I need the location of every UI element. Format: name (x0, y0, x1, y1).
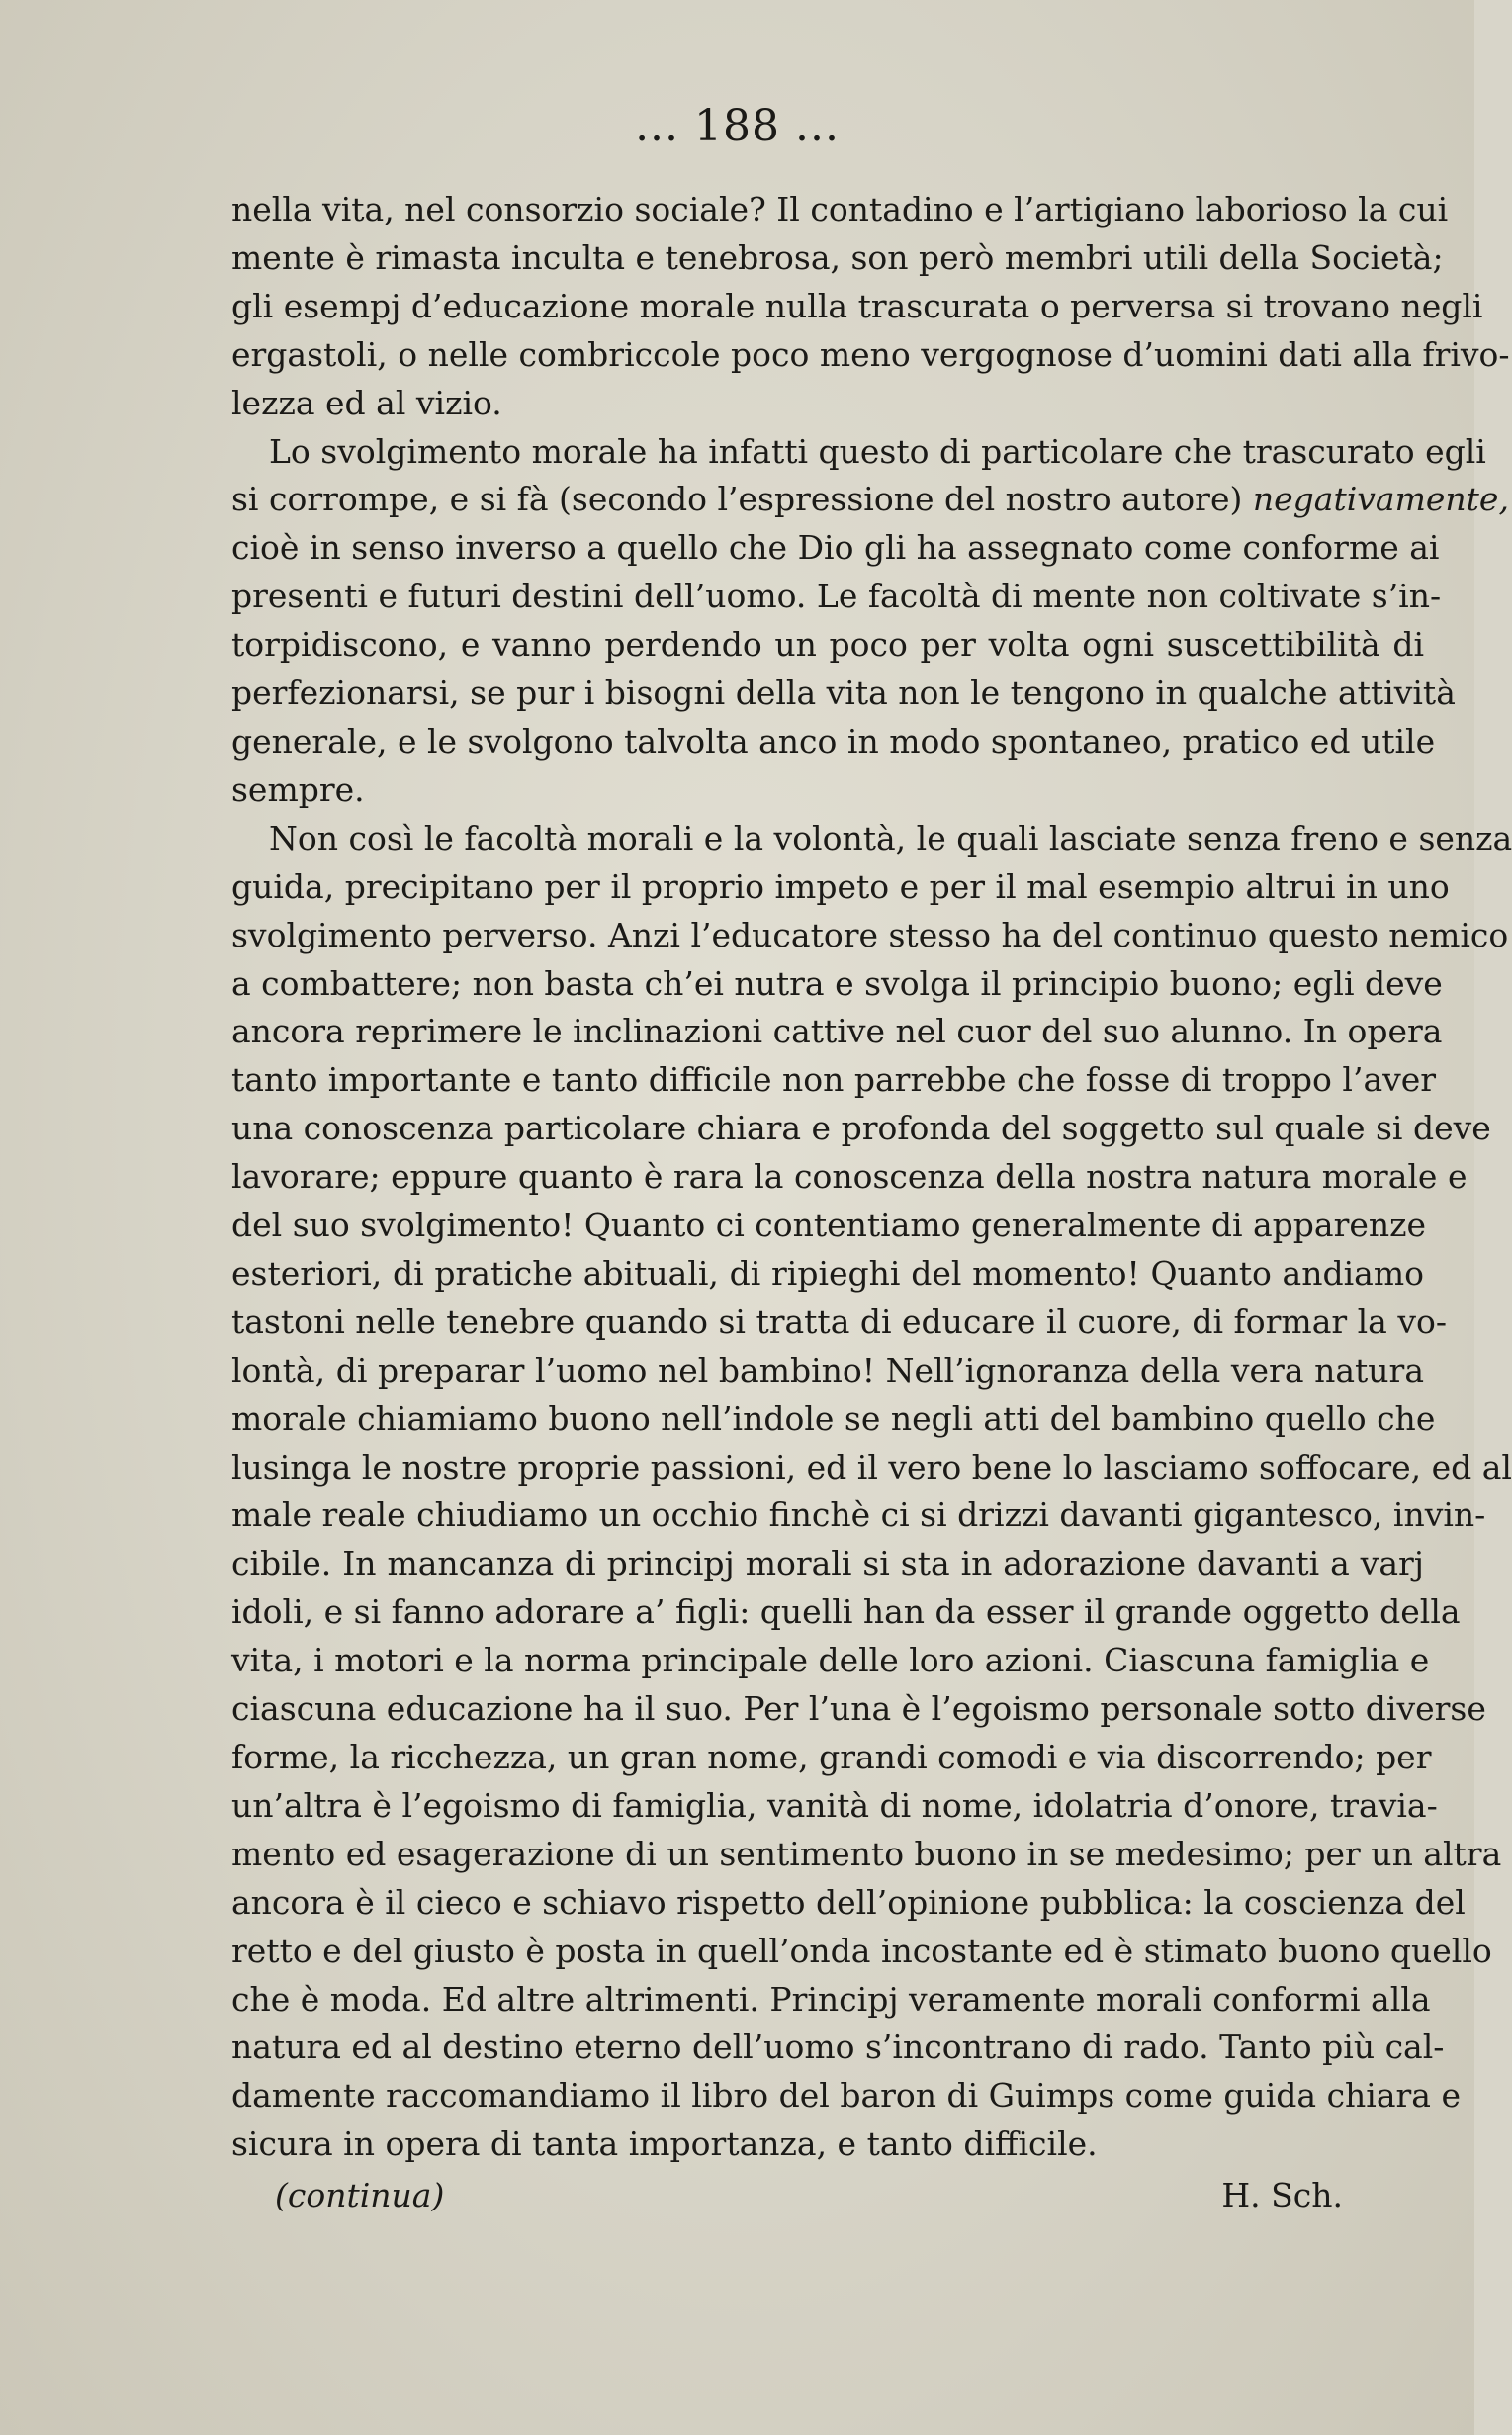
text-line-content: mento ed esagerazione di un sentimento buono in se medesimo; per un altra (231, 1834, 1502, 1873)
text-line-content: generale, e le svolgono talvolta anco in modo spontaneo, pratico ed utile (231, 721, 1436, 761)
text-line (231, 2072, 1461, 2120)
text-line (231, 621, 1424, 670)
page-number: ... 188 ... (635, 101, 840, 151)
text-line-content: ancora è il cieco e schiavo rispetto dell’opinione pubblica: la coscienza del (231, 1882, 1466, 1922)
text-line-content: gli esempj d’educazione morale nulla trascurata o perversa si trovano negli (231, 286, 1483, 325)
text-line-content: forme, la ricchezza, un gran nome, grandi comodi e via discorrendo; per (231, 1738, 1432, 1776)
text-line-content: lontà, di preparar l’uomo nel bambino! Nell’ignoranza della vera natura (231, 1350, 1424, 1390)
text-line-content: svolgimento perverso. Anzi l’educatore stesso ha del continuo questo nemico (231, 915, 1509, 954)
text-line-content: un’altra è l’egoismo di famiglia, vanità di nome, idolatria d’onore, travia- (231, 1785, 1438, 1825)
text-line (231, 1056, 1437, 1105)
text-line-content: del suo svolgimento! Quanto ci contentiamo generalmente di apparenze (231, 1206, 1427, 1245)
text-line-content: che è moda. Ed altre altrimenti. Principj veramente morali conformi alla (231, 1979, 1431, 2019)
text-line (231, 1250, 1424, 1299)
body-text (231, 186, 1512, 2169)
text-line (231, 1976, 1431, 2025)
text-line-content: idoli, e si fanno adorare a’ figli: quelli han da esser il grande oggetto della (231, 1592, 1461, 1632)
author-signature: H. Sch. (1221, 2176, 1343, 2214)
text-line (231, 1444, 1512, 1492)
text-line-content: ergastoli, o nelle combriccole poco meno vergognose d’uomini dati alla frivo- (231, 334, 1510, 374)
text-line (231, 186, 1449, 234)
text-line-content: vita, i motori e la norma principale delle loro azioni. Ciascuna famiglia e (231, 1641, 1430, 1680)
text-line (231, 1734, 1432, 1782)
text-line (231, 863, 1450, 912)
text-line-content: cibile. In mancanza di principj morali si sta in adorazione davanti a varj (231, 1544, 1424, 1583)
text-line-content: si corrompe, e si fà (secondo l’espressione del nostro autore) (231, 480, 1243, 519)
text-line (231, 1637, 1430, 1685)
text-line (231, 331, 1510, 380)
text-line-content: tanto importante e tanto difficile non parrebbe che fosse di troppo l’aver (231, 1060, 1437, 1100)
text-line (231, 1831, 1502, 1879)
text-line (231, 1782, 1438, 1831)
continua-note: (continua) (275, 2176, 445, 2214)
text-line-content: Non così le facoltà morali e la volontà, le quali lasciate senza freno e senza (269, 818, 1512, 857)
text-line (231, 718, 1436, 767)
text-line (231, 1105, 1491, 1153)
text-line (231, 1879, 1466, 1928)
text-line (231, 283, 1483, 331)
text-line (231, 1396, 1436, 1444)
text-line (231, 1008, 1443, 1056)
text-line-content: lusinga le nostre proprie passioni, ed il vero bene lo lasciamo soffocare, ed al (231, 1447, 1512, 1487)
text-line (231, 428, 1486, 477)
text-line-content: damente raccomandiamo il libro del baron di Guimps come guida chiara e (231, 2076, 1461, 2116)
text-line (231, 1685, 1486, 1734)
text-line-content: ciascuna educazione ha il suo. Per l’una è l’egoismo personale sotto diverse (231, 1689, 1486, 1729)
text-line (231, 476, 1509, 524)
text-line-content: retto e del giusto è posta in quell’onda incostante ed è stimato buono quello (231, 1931, 1492, 1970)
text-line-content: natura ed al destino eterno dell’uomo s’incontrano di rado. Tanto più cal- (231, 2028, 1445, 2067)
text-line (231, 234, 1444, 283)
text-line (231, 1540, 1424, 1588)
text-line (231, 2024, 1445, 2072)
text-line (231, 912, 1509, 960)
text-line (231, 815, 1512, 863)
text-line (231, 1347, 1424, 1396)
text-line (231, 380, 1424, 428)
text-line (231, 670, 1456, 718)
text-line-content: sicura in opera di tanta importanza, e tanto difficile. (231, 2124, 1098, 2164)
text-line-content: ancora reprimere le inclinazioni cattive nel cuor del suo alunno. In opera (231, 1012, 1443, 1051)
text-line (231, 960, 1443, 1009)
text-line-content: a combattere; non basta ch’ei nutra e svolga il principio buono; egli deve (231, 963, 1443, 1003)
text-line-content: sempre. (231, 769, 365, 809)
text-line (231, 1491, 1486, 1540)
text-line-content: perfezionarsi, se pur i bisogni della vita non le tengono in qualche attività (231, 674, 1456, 713)
text-line-content: lezza ed al vizio. (231, 383, 502, 422)
text-line (231, 1299, 1448, 1347)
text-line-content: nella vita, nel consorzio sociale? Il contadino e l’artigiano laborioso la cui (231, 190, 1449, 228)
text-line-content: mente è rimasta inculta e tenebrosa, son però membri utili della Società; (231, 237, 1444, 277)
text-line (231, 1153, 1468, 1202)
text-line-content: torpidiscono, e vanno perdendo un poco per volta ogni suscettibilità di (231, 625, 1424, 665)
text-line (231, 1928, 1492, 1976)
text-line (231, 767, 1424, 815)
italic-emphasis: negativamente, (1252, 480, 1509, 519)
text-line-content: cioè in senso inverso a quello che Dio gli ha assegnato come conforme ai (231, 528, 1440, 568)
text-line-content: morale chiamiamo buono nell’indole se negli atti del bambino quello che (231, 1398, 1436, 1438)
text-line-content: lavorare; eppure quanto è rara la conoscenza della nostra natura morale e (231, 1157, 1468, 1197)
text-line (231, 1588, 1461, 1637)
text-line-content: una conoscenza particolare chiara e profonda del soggetto sul quale si deve (231, 1109, 1491, 1148)
text-line-content: tastoni nelle tenebre quando si tratta di educare il cuore, di formar la vo- (231, 1302, 1448, 1341)
text-line (231, 2120, 1424, 2169)
text-line-content: presenti e futuri destini dell’uomo. Le facoltà di mente non coltivate s’in- (231, 577, 1442, 616)
text-line (231, 1202, 1427, 1250)
text-line-content: male reale chiudiamo un occhio finchè ci si drizzi davanti gigantesco, invin- (231, 1495, 1486, 1535)
text-line (231, 524, 1440, 573)
text-line-content: Lo svolgimento morale ha infatti questo di particolare che trascurato egli (269, 431, 1486, 471)
text-line-content: esteriori, di pratiche abituali, di ripieghi del momento! Quanto andiamo (231, 1253, 1424, 1293)
text-line-content: guida, precipitano per il proprio impeto e per il mal esempio altrui in uno (231, 866, 1450, 906)
text-line (231, 573, 1442, 621)
